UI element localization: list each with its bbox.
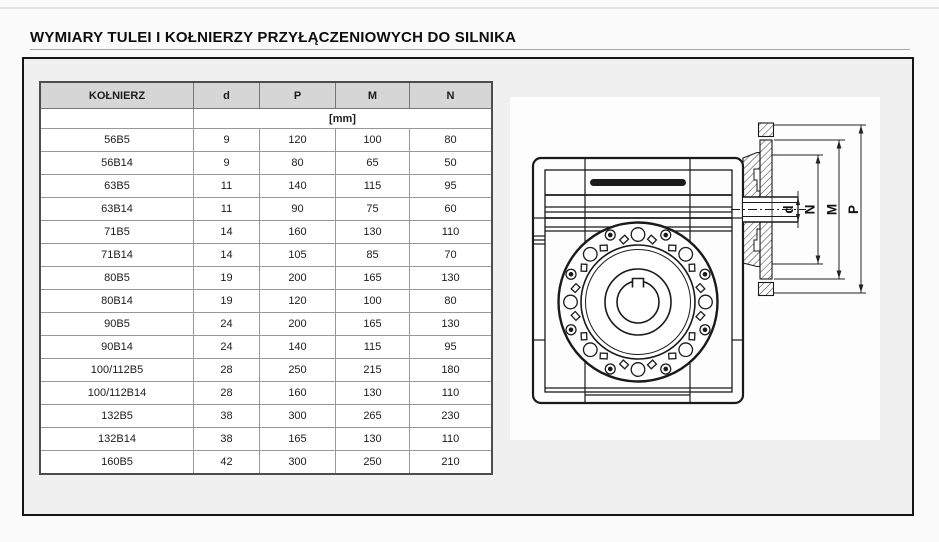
value-cell: 165 <box>260 428 336 451</box>
table-row <box>40 152 492 175</box>
value-cell: 115 <box>336 175 410 198</box>
value-cell: 300 <box>260 405 336 428</box>
value-cell: 110 <box>410 428 493 451</box>
col-header-d: d <box>194 82 260 109</box>
value-cell: 165 <box>336 313 410 336</box>
table-row <box>40 175 492 198</box>
flange-cell: 56B14 <box>40 152 194 175</box>
value-cell: 65 <box>336 152 410 175</box>
table-header-row <box>40 82 492 109</box>
value-cell: 115 <box>336 336 410 359</box>
table-row <box>40 290 492 313</box>
value-cell: 140 <box>260 336 336 359</box>
table-row <box>40 405 492 428</box>
value-cell: 130 <box>336 428 410 451</box>
dim-label-P: P <box>846 204 862 215</box>
value-cell: 24 <box>194 313 260 336</box>
value-cell: 120 <box>260 129 336 152</box>
value-cell: 80 <box>260 152 336 175</box>
col-header-m: M <box>336 82 410 109</box>
value-cell: 38 <box>194 405 260 428</box>
value-cell: 130 <box>410 267 493 290</box>
housing-slot <box>590 179 686 186</box>
dim-label-N: N <box>802 204 818 215</box>
unit-empty-cell <box>40 109 194 129</box>
value-cell: 200 <box>260 313 336 336</box>
gearbox-drawing-panel <box>510 97 880 440</box>
value-cell: 90 <box>260 198 336 221</box>
value-cell: 95 <box>410 336 493 359</box>
value-cell: 85 <box>336 244 410 267</box>
table-row <box>40 451 492 475</box>
bolt-hole <box>699 295 713 309</box>
value-cell: 28 <box>194 382 260 405</box>
value-cell: 110 <box>410 221 493 244</box>
value-cell: 250 <box>260 359 336 382</box>
value-cell: 80 <box>410 129 493 152</box>
unit-label: [mm] <box>194 109 493 129</box>
value-cell: 75 <box>336 198 410 221</box>
value-cell: 180 <box>410 359 493 382</box>
value-cell: 110 <box>410 382 493 405</box>
bolt-hole <box>631 363 645 377</box>
value-cell: 130 <box>336 382 410 405</box>
value-cell: 14 <box>194 244 260 267</box>
gearbox-drawing <box>510 97 880 440</box>
value-cell: 14 <box>194 221 260 244</box>
value-cell: 70 <box>410 244 493 267</box>
value-cell: 100 <box>336 129 410 152</box>
table-row <box>40 198 492 221</box>
page-title: WYMIARY TULEI I KOŁNIERZY PRZYŁĄCZENIOWYCH DO SILNIKA <box>30 29 517 46</box>
table-body <box>40 129 492 475</box>
table-row <box>40 267 492 290</box>
table-row <box>40 313 492 336</box>
flange-tab-bottom <box>759 283 774 296</box>
flange-cell: 71B14 <box>40 244 194 267</box>
table-row <box>40 382 492 405</box>
content-box <box>22 57 914 516</box>
flange-cell: 160B5 <box>40 451 194 475</box>
value-cell: 100 <box>336 290 410 313</box>
value-cell: 80 <box>410 290 493 313</box>
value-cell: 215 <box>336 359 410 382</box>
bolt-hole <box>631 228 645 242</box>
flange-cell: 90B5 <box>40 313 194 336</box>
flange-cell: 71B5 <box>40 221 194 244</box>
value-cell: 19 <box>194 267 260 290</box>
col-header-p: P <box>260 82 336 109</box>
value-cell: 130 <box>336 221 410 244</box>
flange-tab-top <box>759 123 774 137</box>
flange-cell: 90B14 <box>40 336 194 359</box>
flange-cell: 100/112B14 <box>40 382 194 405</box>
value-cell: 11 <box>194 198 260 221</box>
value-cell: 24 <box>194 336 260 359</box>
value-cell: 160 <box>260 382 336 405</box>
dim-label-M: M <box>824 203 840 216</box>
table-row <box>40 221 492 244</box>
value-cell: 9 <box>194 152 260 175</box>
table-row <box>40 244 492 267</box>
unit-row <box>40 109 492 129</box>
col-header-n: N <box>410 82 493 109</box>
value-cell: 130 <box>410 313 493 336</box>
value-cell: 38 <box>194 428 260 451</box>
table-head <box>40 82 492 129</box>
value-cell: 200 <box>260 267 336 290</box>
flange-cell: 80B5 <box>40 267 194 290</box>
flange-cell: 63B5 <box>40 175 194 198</box>
value-cell: 60 <box>410 198 493 221</box>
title-underline <box>30 49 910 50</box>
value-cell: 140 <box>260 175 336 198</box>
value-cell: 210 <box>410 451 493 475</box>
top-rule <box>0 7 939 9</box>
col-header-flange: KOŁNIERZ <box>40 82 194 109</box>
value-cell: 11 <box>194 175 260 198</box>
flange-cell: 56B5 <box>40 129 194 152</box>
bolt-hole <box>564 295 578 309</box>
value-cell: 160 <box>260 221 336 244</box>
table-row <box>40 129 492 152</box>
value-cell: 50 <box>410 152 493 175</box>
table-row <box>40 336 492 359</box>
flange-cell: 100/112B5 <box>40 359 194 382</box>
value-cell: 19 <box>194 290 260 313</box>
value-cell: 250 <box>336 451 410 475</box>
value-cell: 42 <box>194 451 260 475</box>
flange-dimensions-table <box>39 81 493 475</box>
dim-label-d: d <box>781 205 797 214</box>
value-cell: 28 <box>194 359 260 382</box>
output-flange-face <box>559 223 718 382</box>
table-row <box>40 359 492 382</box>
value-cell: 300 <box>260 451 336 475</box>
value-cell: 9 <box>194 129 260 152</box>
dimension-lines <box>774 125 866 293</box>
flange-cell: 132B14 <box>40 428 194 451</box>
value-cell: 265 <box>336 405 410 428</box>
value-cell: 120 <box>260 290 336 313</box>
flange-cell: 132B5 <box>40 405 194 428</box>
value-cell: 165 <box>336 267 410 290</box>
flange-cell: 80B14 <box>40 290 194 313</box>
table-row <box>40 428 492 451</box>
value-cell: 95 <box>410 175 493 198</box>
value-cell: 105 <box>260 244 336 267</box>
value-cell: 230 <box>410 405 493 428</box>
flange-cell: 63B14 <box>40 198 194 221</box>
